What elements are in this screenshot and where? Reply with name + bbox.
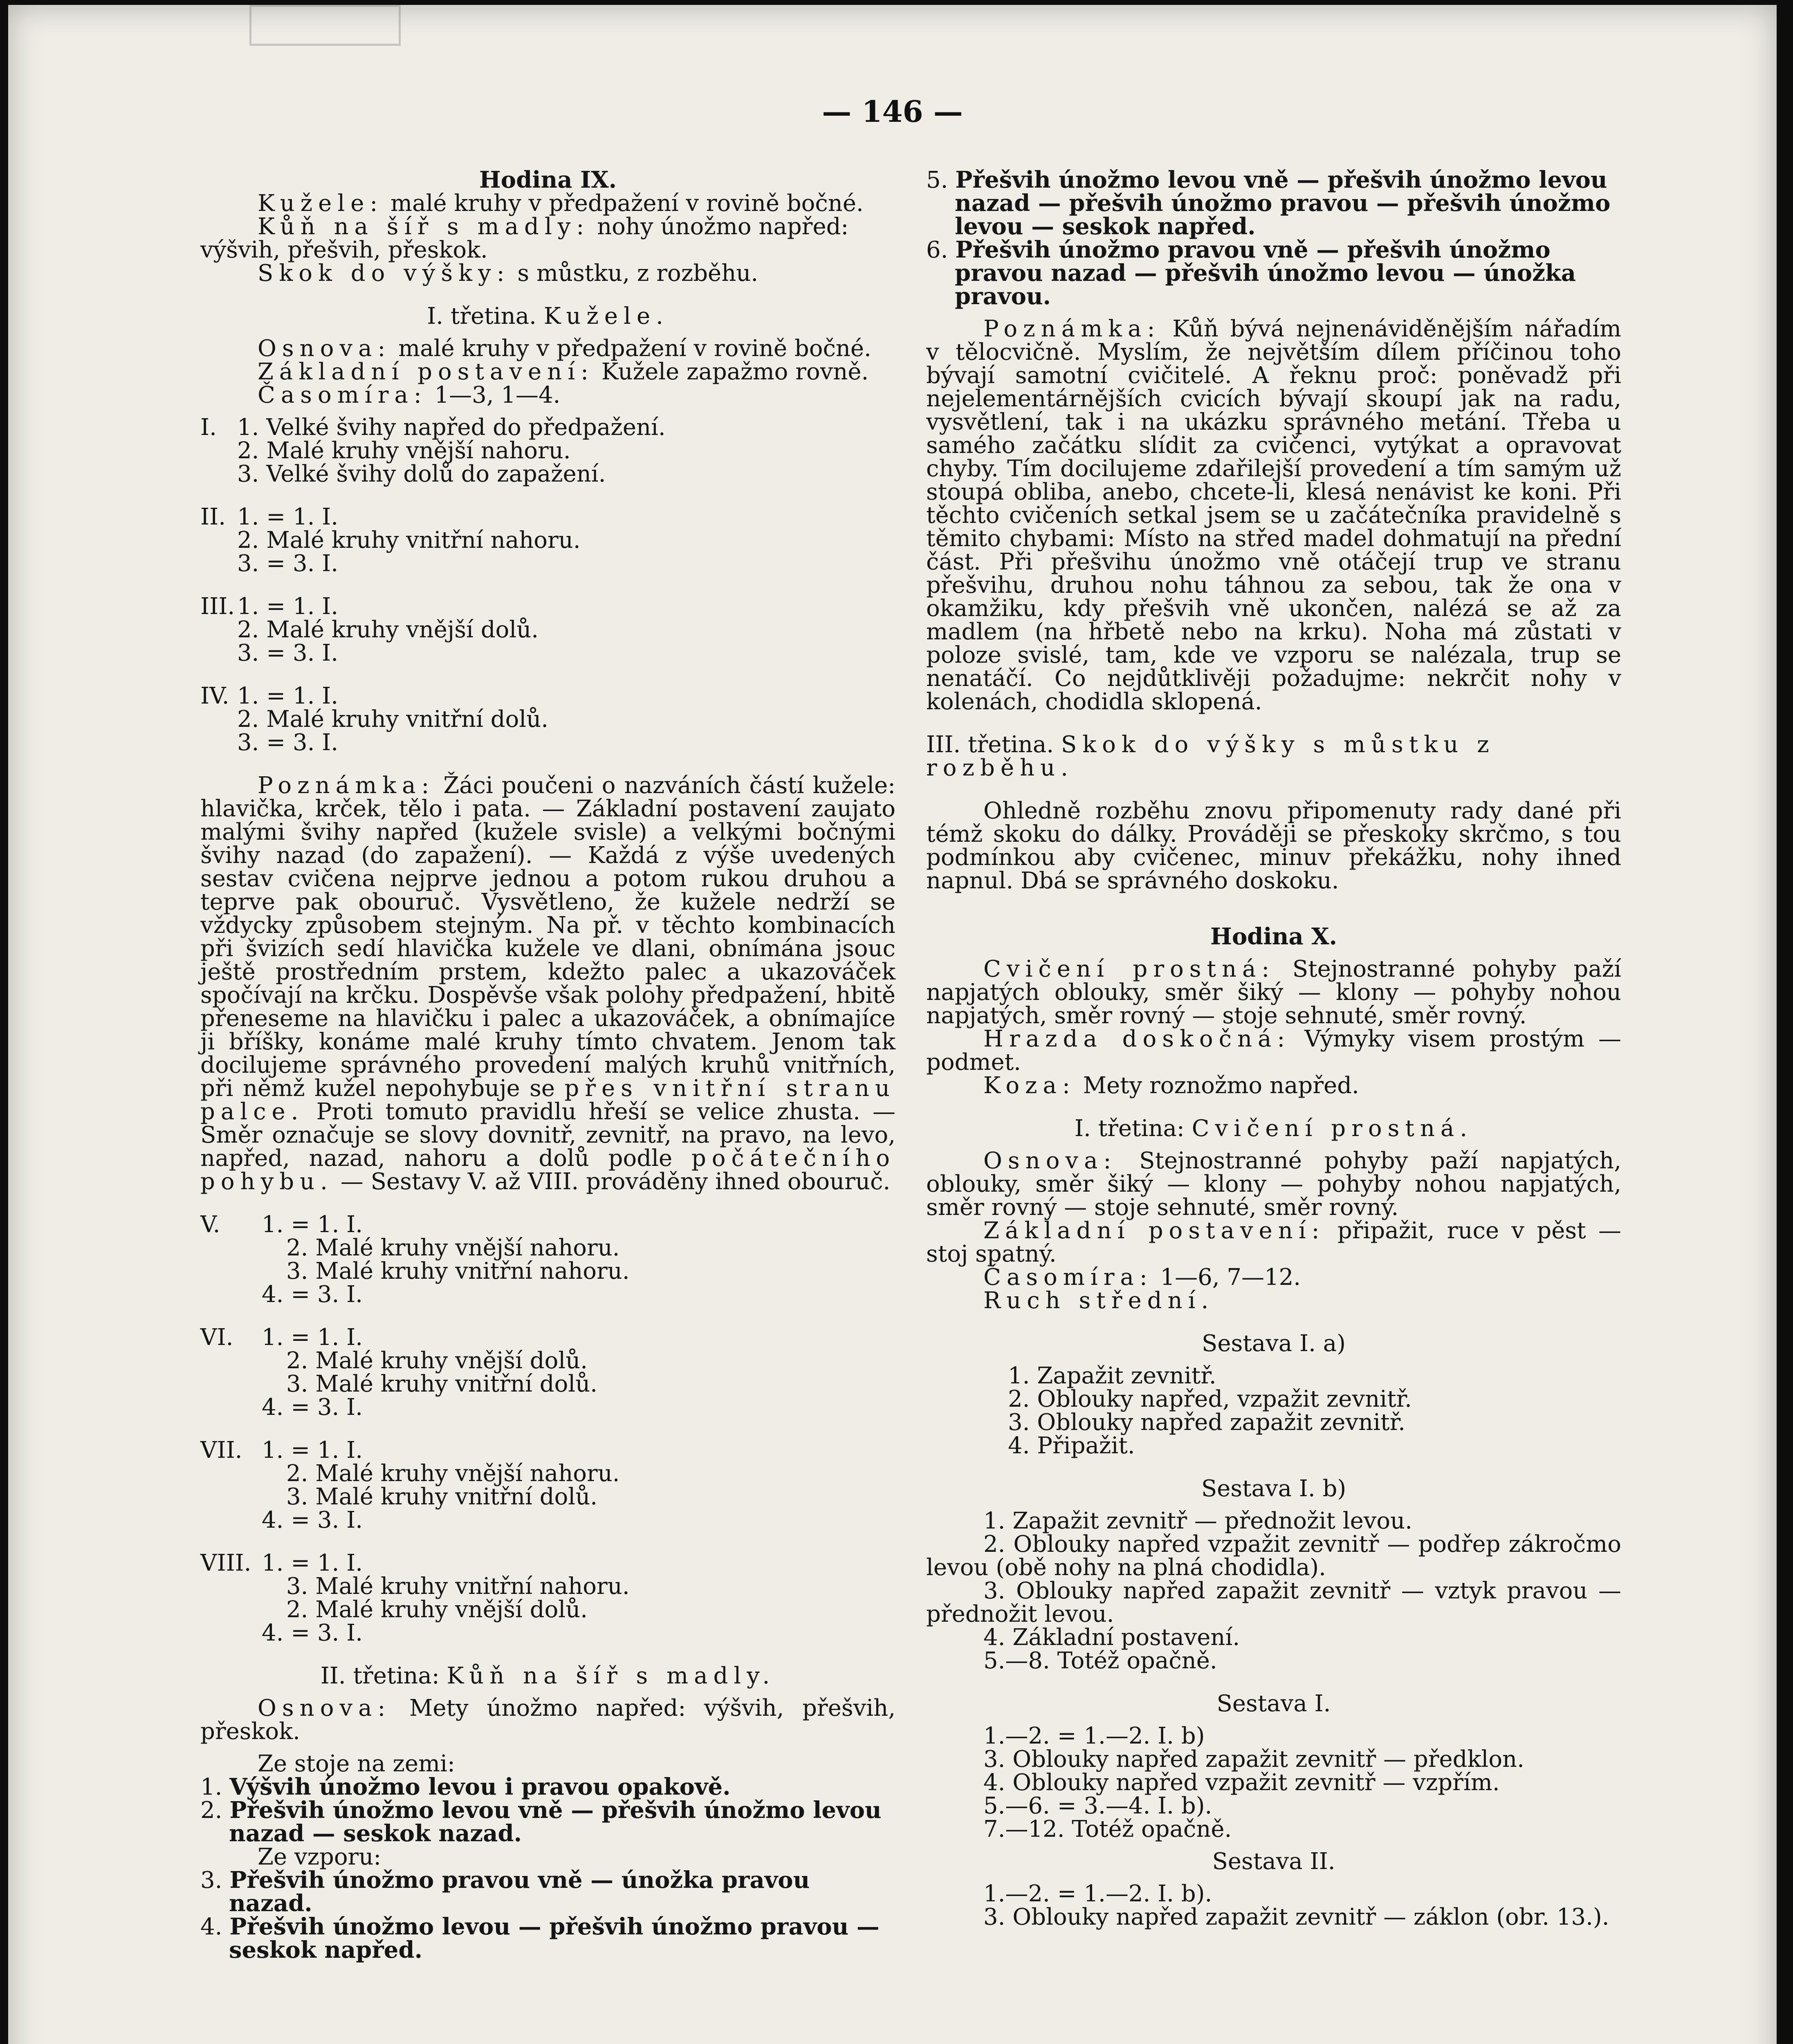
sestava-items: 1.—2. = 1.—2. I. b) 3. Oblouky napřed zapažit zevnitř — předklon. 4. Oblouky napřed vzpažit zevnitř — vzpřím. 5.—6. = 3.—4. I. b). 7.—12. Totéž opačně. — [983, 1723, 1524, 1842]
exercise-set: V. 1. = 1. I. 2. Malé kruhy vnější nahoru. 3. Malé kruhy vnitřní nahoru. 4. = 3. I. — [200, 1211, 630, 1308]
list-item: 3. Přešvih únožmo pravou vně — únožka pravou nazad. — [200, 1867, 810, 1917]
scanned-page — [8, 5, 1777, 2044]
exercise-set: IV. 1. = 1. I. 2. Malé kruhy vnitřní dolů. 3. = 3. I. — [200, 683, 549, 756]
sestava-items: 1. Zapažit zevnitř — přednožit levou. 2. Oblouky napřed vzpažit zevnitř — podřep zákročmo levou (obě nohy na plná chodidla). 3. Oblouky napřed zapažit zevnitř — vztyk pravou — přednožit levou. 4. Základní postavení. 5.—8. Totéž opačně. — [926, 1508, 1621, 1674]
section-text: Ohledně rozběhu znovu připomenuty rady dané při témž skoku do dálky. Prováději se přeskoky skrčmo, s tou podmínkou aby cvičenec, minuv překážku, nohy ihned napnul. Dbá se správného doskoku. — [926, 798, 1621, 894]
horse-list-1 — [200, 1775, 895, 1845]
exercise-set: VIII. 1. = 1. I. 3. Malé kruhy vnitřní nahoru. 2. Malé kruhy vnější dolů. 4. = 3. I. — [200, 1550, 630, 1646]
intro-text: nohy únožmo napřed: výšvih, přešvih, přeskok. — [200, 213, 849, 263]
note-paragraph: Poznámka: Žáci poučeni o nazváních částí kužele: hlavička, krček, tělo i pata. — Základní postavení zaujato malými švihy napřed (kužele svisle) a velkými bočnými švihy nazad (do zapažení). — Každá z výše uvedených sestav cvičena nejprve jednou a potom rukou druhou a teprve pak obouruč. Vysvětleno, že kužele nedrží se vždycky způsobem stejným. Na př. v těchto kombinacích při švizích sedí hlavička kužele ve dlani, obnímána jsouc ještě prostředním prstem, kdežto palec a ukazováček spočívají na krčku. Dospěvše však polohy předpažení, hbitě přeneseme na hlavičku i palec a ukazováček, a obnímajíce ji bříšky, konáme malé kruhy tímto chvatem. Jenom tak docilujeme správného provedení malých kruhů vnitřních, při němž kužel nepohybuje se přes vnitřní stranu palce. Proti tomuto pravidlu hřeší se velice zhusta. — Směr označuje se slovy dovnitř, zevnitř, na pravo, na levo, napřed, nazad, nahoru a dolů podle počátečního pohybu. — Sestavy V. až VIII. prováděny ihned obouruč. — [200, 772, 896, 1195]
intro-text: malé kruhy v předpažení v rovině bočné. — [383, 190, 864, 217]
exercise-set: II. 1. = 1. I. 2. Malé kruhy vnitřní nahoru. 3. = 3. I. — [200, 504, 581, 577]
osnova-line: Osnova: Mety únožmo napřed: výšvih, přešvih, přeskok. — [200, 1695, 895, 1745]
horse-list-3 — [926, 168, 1621, 308]
exercise-set: VI. 1. = 1. I. 2. Malé kruhy vnější dolů. 3. Malé kruhy vnitřní dolů. 4. = 3. I. — [200, 1324, 598, 1421]
corner-mark — [249, 5, 401, 46]
intro-term: Kůň na šíř s madly: — [258, 213, 590, 240]
section-lines: Osnova: malé kruhy v předpažení v rovině bočné. Základní postavení: Kužele zapažmo rovně. Časomíra: 1—3, 1—4. — [258, 335, 871, 408]
lesson-heading: Hodina X. — [1210, 923, 1337, 950]
sestava-title: Sestava I. b) — [1201, 1475, 1346, 1502]
list-item: 4. Přešvih únožmo levou — přešvih únožmo pravou — seskok napřed. — [200, 1913, 880, 1963]
exercise-sets-2 — [200, 1213, 895, 1645]
section-title: II. třetina: Kůň na šíř s madly. — [320, 1663, 776, 1689]
lesson-heading: Hodina IX. — [479, 166, 617, 193]
subheading: Ze stoje na zemi: — [258, 1750, 455, 1777]
left-column — [200, 168, 895, 1962]
lesson-intro: Cvičení prostná: Stejnostranné pohyby paží napjatých oblouky, směr šiký — klony — pohyby nohou napjatých, směr rovný — stoje sehnuté, směr rovný. Hrazda doskočná: Výmyky visem prostým — podmet. Koza: Mety roznožmo napřed. — [926, 956, 1622, 1099]
page-number: — 146 — — [822, 94, 963, 129]
subheading: Ze vzporu: — [258, 1844, 381, 1870]
section-title: III. třetina. Skok do výšky s můstku z rozběhu. — [926, 731, 1495, 781]
exercise-set: III. 1. = 1. I. 2. Malé kruhy vnější dolů. 3. = 3. I. — [200, 593, 539, 666]
exercise-set: VII. 1. = 1. I. 2. Malé kruhy vnější nahoru. 3. Malé kruhy vnitřní dolů. 4. = 3. I. — [200, 1437, 620, 1533]
list-item: 2. Přešvih únožmo levou vně — přešvih únožmo levou nazad — seskok nazad. — [200, 1797, 882, 1847]
horse-list-2 — [200, 1869, 895, 1962]
intro-text: s můstku, z rozběhu. — [510, 260, 758, 287]
right-column — [926, 168, 1621, 1929]
list-item: 6. Přešvih únožmo pravou vně — přešvih únožmo pravou nazad — přešvih únožmo levou — únožka pravou. — [926, 236, 1576, 310]
lesson-intro — [200, 192, 895, 285]
exercise-sets — [200, 416, 895, 754]
sestava-items: 1. Zapažit zevnitř. 2. Oblouky napřed, vzpažit zevnitř. 3. Oblouky napřed zapažit zevnitř. 4. Připažit. — [1008, 1363, 1412, 1459]
intro-term: Skok do výšky: — [258, 260, 510, 287]
intro-term: Kužele: — [258, 190, 384, 217]
section-lines: Osnova: Stejnostranné pohyby paží napjatých, oblouky, směr šiký — klony — pohyby nohou napjatých, směr rovný — stoje sehnuté, směr rovný. Základní postavení: připažit, ruce v pěst — stoj spatný. Časomíra: 1—6, 7—12. Ruch střední. — [926, 1148, 1621, 1314]
list-item: 5. Přešvih únožmo levou vně — přešvih únožmo levou nazad — přešvih únožmo pravou — přešvih únožmo levou — seskok napřed. — [926, 166, 1611, 240]
section-title: I. třetina: Cvičení prostná. — [1074, 1115, 1473, 1142]
sestava-items: 1.—2. = 1.—2. I. b). 3. Oblouky napřed zapažit zevnitř — záklon (obr. 13.). — [983, 1880, 1609, 1930]
section-title: I. třetina. Kužele. — [427, 303, 669, 329]
exercise-set: I. 1. Velké švihy napřed do předpažení. 2. Malé kruhy vnější nahoru. 3. Velké švihy dolů do zapažení. — [200, 414, 666, 487]
sestava-title: Sestava I. — [1216, 1690, 1331, 1717]
list-item: 1. Výšvih únožmo levou i pravou opakově. — [200, 1773, 731, 1800]
sestava-title: Sestava II. — [1212, 1848, 1335, 1875]
sestava-title: Sestava I. a) — [1202, 1330, 1346, 1357]
note-paragraph: Poznámka: Kůň bývá nejnenáviděnějším nářadím v tělocvičně. Myslím, že největším dílem příčinou toho bývají samotní cvičitelé. A řeknu proč: poněvadž při nejelementárnějších cvicích bývají skoupí jak na radu, vysvětlení, tak i na ukázku správného metání. Třeba u samého začátku slídit za cvičenci, vytýkat a opravovat chyby. Tím docilujeme zdařilejší provedení a tím samým už stoupá obliba, anebo, chcete-li, klesá nenávist ke koni. Při těchto cvičeních setkal jsem se u začátečníka pravidelně s těmito chybami: Místo na střed madel dohmatují na přední část. Při přešvihu únožmo vně otáčejí trup ve stranu přešvihu, druhou nohu táhnou za sebou, tak že ona v okamžiku, kdy přešvih vně ukončen, nalézá se až za madlem (na hřbetě nebo na krku). Noha má zůstati v poloze svislé, tam, kde ve vzporu se nalézala, trup se nenatáčí. Co nejdůtklivěji požadujme: nekrčit nohy v kolenách, chodidla sklopená. — [926, 316, 1621, 715]
